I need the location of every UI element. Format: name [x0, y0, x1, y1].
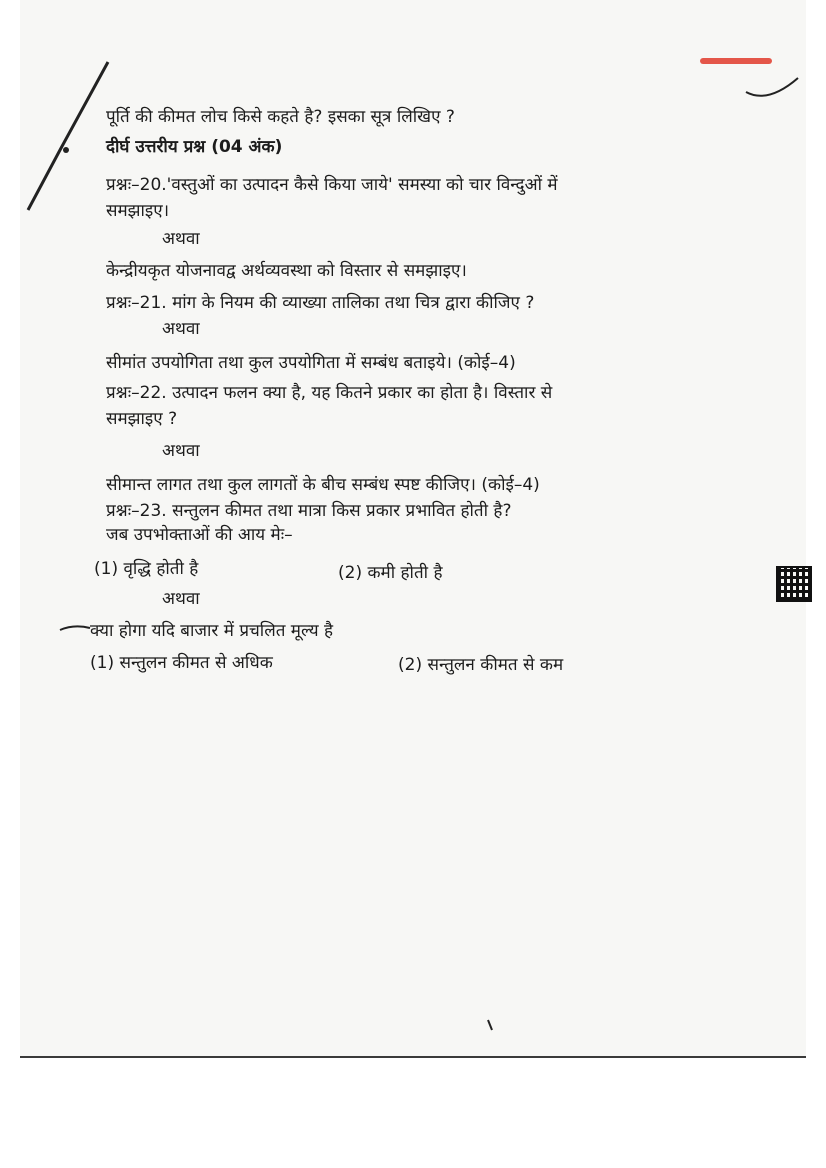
question-21: प्रश्नः–21. मांग के नियम की व्याख्या तालिका तथा चित्र द्वारा कीजिए ? [106, 293, 535, 313]
question-22: प्रश्नः–22. उत्पादन फलन क्या है, यह कितने प्रकार का होता है। विस्तार से [106, 383, 553, 403]
or-separator-1: अथवा [162, 229, 200, 249]
or-separator-4: अथवा [162, 589, 200, 609]
question-22-alternative: सीमान्त लागत तथा कुल लागतों के बीच सम्बंध स्पष्ट कीजिए। (कोई–4) [106, 475, 540, 495]
question-23-alternative: क्या होगा यदि बाजार में प्रचलित मूल्य है [90, 621, 334, 641]
question-20-alternative: केन्द्रीयकृत योजनावद्व अर्थव्यवस्था को विस्तार से समझाइए। [106, 261, 467, 281]
pen-dash-left [60, 626, 90, 630]
question-20: प्रश्नः–20.'वस्तुओं का उत्पादन कैसे किया जाये' समस्या को चार विन्दुओं में [106, 175, 558, 195]
pen-tick-top-right [746, 78, 798, 96]
question-20-continued: समझाइए। [106, 201, 170, 221]
option-2-below-equilibrium: (2) सन्तुलन कीमत से कम [398, 655, 564, 675]
pen-stroke-left [28, 62, 108, 210]
question-19-tail: पूर्ति की कीमत लोच किसे कहते है? इसका सूत्र लिखिए ? [106, 107, 455, 127]
or-separator-2: अथवा [162, 319, 200, 339]
pen-dot [63, 147, 69, 153]
question-21-alternative: सीमांत उपयोगिता तथा कुल उपयोगिता में सम्बंध बताइये। (कोई–4) [106, 353, 516, 373]
section-heading-long-answer: दीर्घ उत्तरीय प्रश्न (04 अंक) [106, 137, 283, 157]
question-22-continued: समझाइए ? [106, 409, 178, 429]
pen-mark-bottom [488, 1020, 492, 1030]
or-separator-3: अथवा [162, 441, 200, 461]
question-23: प्रश्नः–23. सन्तुलन कीमत तथा मात्रा किस प्रकार प्रभावित होती है? [106, 501, 512, 521]
option-1-increase: (1) वृद्धि होती है [94, 559, 199, 579]
option-1-above-equilibrium: (1) सन्तुलन कीमत से अधिक [90, 653, 273, 673]
question-23-continued: जब उपभोक्ताओं की आय मेः– [106, 525, 293, 545]
option-2-decrease: (2) कमी होती है [338, 563, 443, 583]
